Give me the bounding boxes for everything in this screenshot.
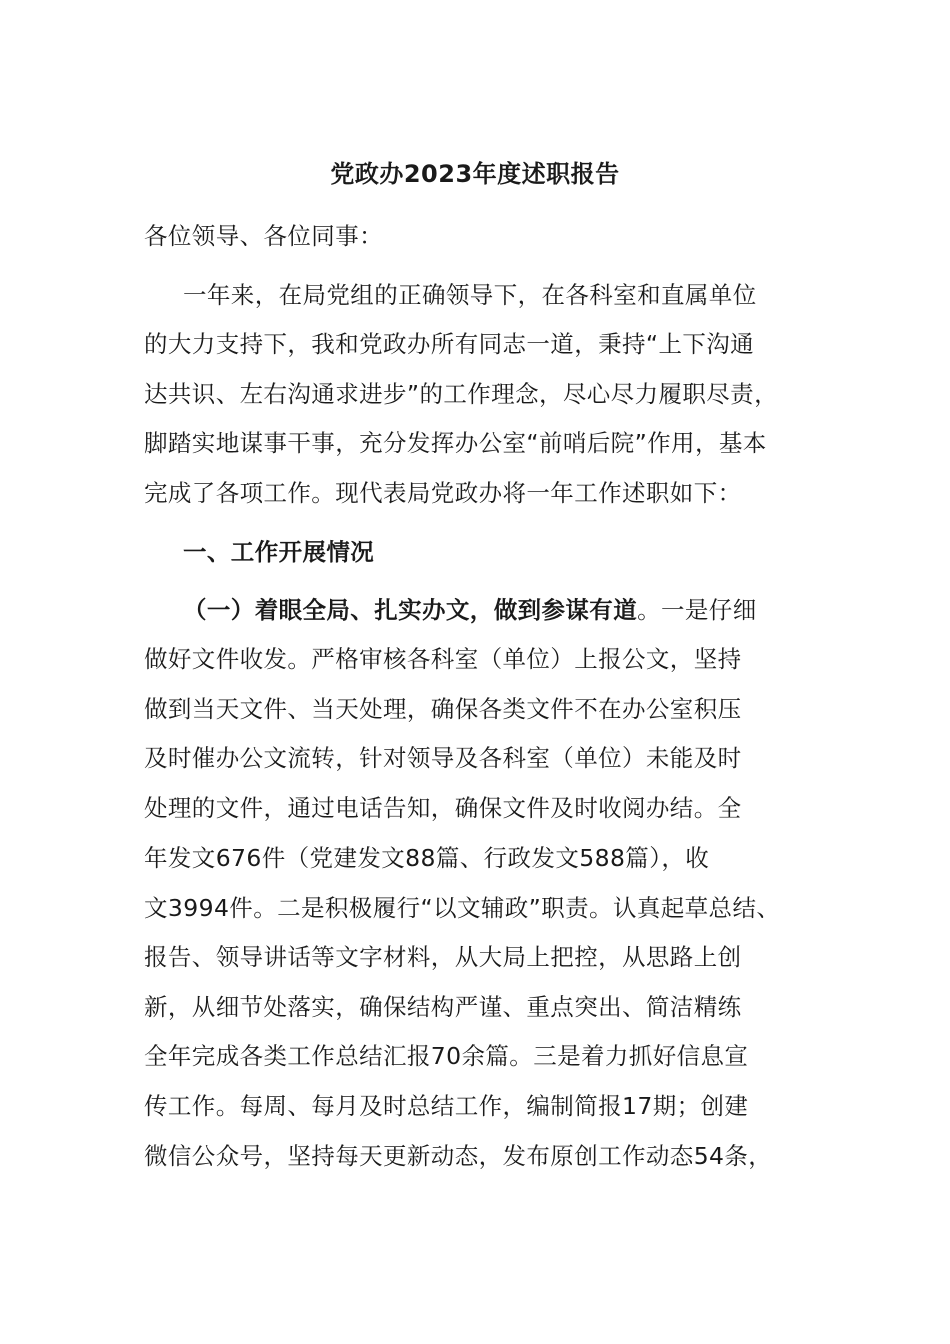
subsection-first-line xyxy=(183,594,757,626)
paragraph-line: 传工作。每周、每月及时总结工作，编制简报17期；创建 xyxy=(144,1092,749,1120)
paragraph-line: 及时催办公文流转，针对领导及各科室（单位）未能及时 xyxy=(144,744,742,772)
paragraph-line: 报告、领导讲话等文字材料，从大局上把控，从思路上创 xyxy=(144,943,742,971)
paragraph-line: 全年完成各类工作总结汇报70余篇。三是着力抓好信息宣 xyxy=(144,1042,749,1070)
paragraph-line: 新，从细节处落实，确保结构严谨、重点突出、简洁精练 xyxy=(144,993,742,1021)
paragraph-line: 的大力支持下，我和党政办所有同志一道，秉持“上下沟通 xyxy=(144,330,755,358)
section-heading: 一、工作开展情况 xyxy=(183,538,375,566)
document-title: 党政办2023年度述职报告 xyxy=(330,160,620,188)
paragraph-line: 做好文件收发。严格审核各科室（单位）上报公文，坚持 xyxy=(144,645,742,673)
salutation: 各位领导、各位同事： xyxy=(144,222,383,250)
subsection-first-line-rest: 。一是仔细 xyxy=(637,596,757,624)
paragraph-line: 完成了各项工作。现代表局党政办将一年工作述职如下： xyxy=(144,479,742,507)
paragraph-line: 一年来，在局党组的正确领导下，在各科室和直属单位 xyxy=(183,281,757,309)
paragraph-line: 做到当天文件、当天处理，确保各类文件不在办公室积压 xyxy=(144,695,742,723)
paragraph-line: 文3994件。二是积极履行“以文辅政”职责。认真起草总结、 xyxy=(144,894,781,922)
paragraph-line: 年发文676件（党建发文88篇、行政发文588篇），收 xyxy=(144,844,710,872)
paragraph-line: 达共识、左右沟通求进步”的工作理念，尽心尽力履职尽责， xyxy=(144,380,778,408)
paragraph-line: 脚踏实地谋事干事，充分发挥办公室“前哨后院”作用，基本 xyxy=(144,429,767,457)
paragraph-line: 处理的文件，通过电话告知，确保文件及时收阅办结。全 xyxy=(144,794,742,822)
subsection-heading: （一）着眼全局、扎实办文，做到参谋有道 xyxy=(183,596,638,624)
paragraph-line: 微信公众号，坚持每天更新动态，发布原创工作动态54条， xyxy=(144,1142,773,1170)
